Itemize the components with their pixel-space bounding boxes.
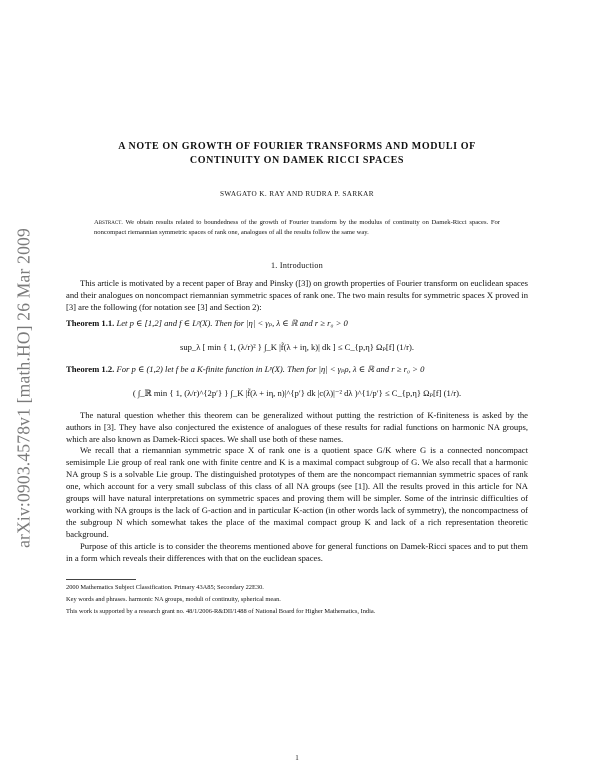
recall-paragraph: We recall that a riemannian symmetric space X of rank one is a quotient space G/K where G is a connected noncompact semisimple Lie group of real rank one with finite centre and K is a maximal compact subgroup of G. We also recall that a harmonic NA group S is a solvable Lie group. The distinguished prototypes of them are the noncompact riemannian symmetric spaces of rank one, which account for a very small subclass of this class of all NA groups (see [1]). All the results proved in this article for NA groups will have natural interpretations on symmetric spaces and proving them will be simpler. Some of the intrinsic difficulties of working with NA groups is the lack of G-action and in particular K-action (in other words lack of symmetry), the noncompactness of the subgroup N which somewhat takes the place of the maximal compact group K and lack of a rich representation theoretic background. bbox=[66, 445, 528, 539]
theorem-1-1-text: Let p ∈ [1,2] and f ∈ Lᵖ(X). Then for |η| < γₚ, λ ∈ ℝ and r ≥ r₀ > 0 bbox=[116, 317, 348, 328]
purpose-paragraph: Purpose of this article is to consider the theorems mentioned above for general functions on Damek-Ricci spaces and to put them in a form which reveals their differences with that on the euclidean spaces. bbox=[66, 540, 528, 563]
section-heading: 1. Introduction bbox=[270, 261, 324, 271]
arxiv-stamp bbox=[6, 158, 42, 618]
footnote-msc: 2000 Mathematics Subject Classification. Primary 43A85; Secondary 22E30. bbox=[66, 583, 264, 591]
theorem-1-2-label: Theorem 1.2. bbox=[66, 363, 115, 374]
theorem-1-1 bbox=[66, 318, 528, 330]
title-line-2: CONTINUITY ON DAMEK RICCI SPACES bbox=[189, 155, 405, 166]
abstract-label: Abstract. bbox=[94, 219, 123, 226]
paper-page bbox=[66, 140, 528, 762]
abstract bbox=[94, 218, 500, 237]
authors: SWAGATO K. RAY AND RUDRA P. SARKAR bbox=[220, 190, 374, 198]
theorem-1-2-text: For p ∈ (1,2) let f be a K-finite function in Lᵖ(X). Then for |η| < γₚρ, λ ∈ ℝ and r ≥ r₀ > 0 bbox=[116, 363, 425, 374]
intro-paragraph: This article is motivated by a recent paper of Bray and Pinsky ([3]) on growth properties of Fourier transform on euclidean spaces and their analogues on noncompact riemannian symmetric spaces of rank one. The two main results for symmetric spaces X proved in [3] are the following (for notation see [3] and Section 2): bbox=[66, 278, 528, 312]
paper-title bbox=[66, 140, 528, 168]
title-line-1: A NOTE ON GROWTH OF FOURIER TRANSFORMS AND MODULI OF bbox=[118, 141, 476, 152]
footnote-keywords: Key words and phrases. harmonic NA groups, moduli of continuity, spherical mean. bbox=[66, 595, 281, 603]
formula-2: ( ∫_ℝ min { 1, (λ/r)^{2p′} } ∫_K |f̃(λ + iη, n)|^{p′} dk |c(λ)|⁻² dλ )^{1/p′} ≤ C_{p,η} Ωₚ[f] (1/r). bbox=[132, 387, 462, 398]
theorem-1-1-label: Theorem 1.1. bbox=[66, 317, 115, 328]
footnote-grant: This work is supported by a research grant no. 48/1/2006-R&DII/1488 of National Board for Higher Mathematics, India. bbox=[66, 607, 376, 615]
arxiv-stamp-text: arXiv:0903.4578v1 [math.HO] 26 Mar 2009 bbox=[13, 228, 34, 548]
footnote-rule bbox=[66, 579, 136, 580]
abstract-text: We obtain results related to boundedness of the growth of Fourier transform by the modulus of continuity on Damek-Ricci spaces. For noncompact riemannian symmetric spaces of rank one, analogues of all the results follow the same way. bbox=[94, 219, 500, 236]
natural-question-paragraph: The natural question whether this theorem can be generalized without putting the restriction of K-finiteness is asked by the authors in [3]. They have also conjectured the existence of analogues of these results for radial functions on harmonic NA groups, which are also known as Damek-Ricci spaces. We shall use both of these names. bbox=[66, 409, 528, 444]
theorem-1-2 bbox=[66, 364, 528, 376]
formula-1: sup_λ [ min { 1, (λ/r)² } ∫_K |f̃(λ + iη, k)| dk ] ≤ C_{p,η} Ωₚ[f] (1/r). bbox=[179, 341, 414, 352]
page-number: 1 bbox=[295, 754, 299, 762]
